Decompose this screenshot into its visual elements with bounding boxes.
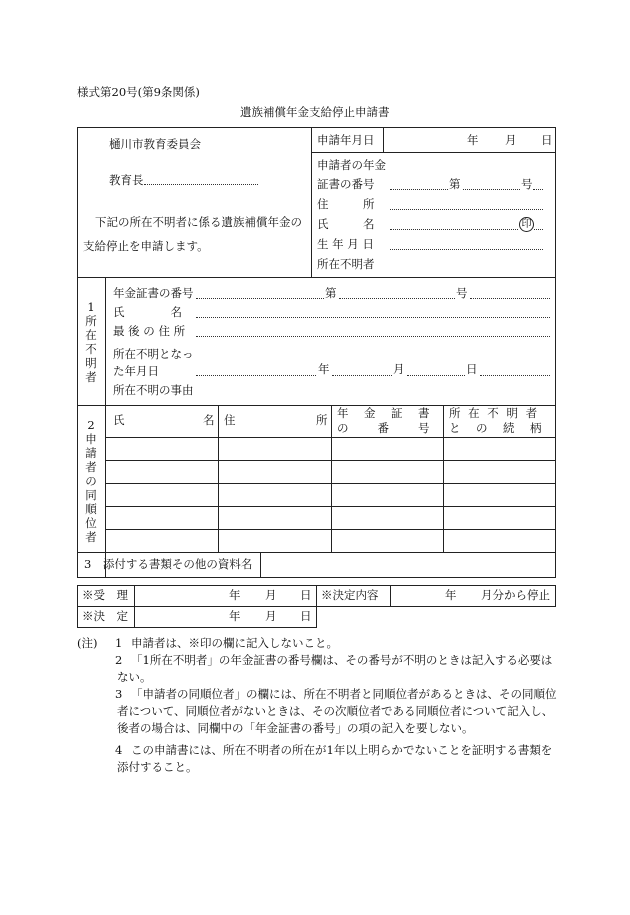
s2-cell[interactable] xyxy=(336,466,439,480)
applicant-name-label: 氏 名 xyxy=(317,217,375,231)
request-text: 下記の所在不明者に係る遺族補償年金の支給停止を申請します。 xyxy=(83,215,302,253)
s1-reason-label: 所在不明の事由 xyxy=(113,383,194,397)
applicant-cert-field-2[interactable] xyxy=(463,189,520,190)
s2-row-line xyxy=(105,460,556,461)
notes-head: (注) xyxy=(77,636,98,650)
applicant-cert-field-3 xyxy=(533,189,543,190)
s1-missing-date-field-2[interactable] xyxy=(332,375,392,376)
applicant-cert-label-2: 証書の番号 xyxy=(317,177,375,191)
note-number: 2 xyxy=(115,653,123,667)
form-number: 様式第20号(第9条関係) xyxy=(77,85,200,99)
office-line-mid xyxy=(77,606,317,607)
office-decided-month: 月 xyxy=(265,609,277,623)
office-decided-year: 年 xyxy=(229,609,241,623)
s2-header-cert-2: の 番 号 xyxy=(337,421,432,435)
s2-col-line-3 xyxy=(443,405,444,553)
applicant-address-field[interactable] xyxy=(390,209,543,210)
s2-header-name-b: 名 xyxy=(203,413,215,427)
section1-divider xyxy=(105,277,106,577)
s1-last-address-label: 最 後 の 住 所 xyxy=(113,324,186,338)
office-received-day: 日 xyxy=(300,588,312,602)
note-text: 「申請者の同順位者」の欄には、所在不明者と同順位者があるときは、その同順位者について、同順位者がないときは、その次順位者である同順位者について記入し、後者の場合は、同欄中の「年金証書の番号」の項の記入を要しない。 xyxy=(117,687,557,735)
s1-cert-no-field-2[interactable] xyxy=(339,298,455,299)
applicant-missing-label: 所在不明者 xyxy=(317,257,375,271)
s1-cert-gou: 号 xyxy=(456,286,468,300)
applicant-cert-field-1[interactable] xyxy=(390,189,448,190)
application-date-day: 日 xyxy=(541,133,553,147)
applicant-birth-label: 生 年 月 日 xyxy=(317,237,374,251)
s1-missing-date-field-1[interactable] xyxy=(196,375,316,376)
s2-cell[interactable] xyxy=(110,443,214,457)
office-received-month: 月 xyxy=(265,588,277,602)
s2-header-name-a: 氏 xyxy=(113,413,125,427)
s2-row-line xyxy=(105,506,556,507)
s2-cell[interactable] xyxy=(223,466,327,480)
s2-header-rel-1: 所 在 不 明 者 xyxy=(449,406,540,420)
table-border-right xyxy=(555,127,556,578)
seal-mark: 印 xyxy=(519,217,534,232)
office-decision-label: ※決定内容 xyxy=(321,588,379,602)
s2-cell[interactable] xyxy=(448,535,551,549)
section1-vertical-label: 1所在不明者 xyxy=(85,300,97,384)
s2-cell[interactable] xyxy=(448,466,551,480)
section1-top-line xyxy=(77,277,556,278)
addressee-person-field[interactable] xyxy=(144,184,258,185)
table-border-bottom xyxy=(77,577,556,578)
addressee-person: 教育長 xyxy=(109,173,144,187)
s1-name-label: 氏 名 xyxy=(113,305,182,319)
s2-header-rel-2: と の 続 柄 xyxy=(449,421,544,435)
s1-cert-dai: 第 xyxy=(325,286,337,300)
s2-col-line-1 xyxy=(218,405,219,553)
s1-missing-date-field-3[interactable] xyxy=(407,375,465,376)
office-line-right-bottom xyxy=(316,606,556,607)
s2-cell[interactable] xyxy=(110,512,214,526)
s1-name-field[interactable] xyxy=(196,317,550,318)
s2-header-address-a: 住 xyxy=(224,413,236,427)
office-received-year: 年 xyxy=(229,588,241,602)
office-decided-label: ※決 定 xyxy=(82,609,128,623)
applicant-cert-dai: 第 xyxy=(449,177,461,191)
office-col-4 xyxy=(390,585,391,607)
table-border-top xyxy=(77,127,556,128)
date-row-line xyxy=(311,152,556,153)
applicant-address-label: 住 所 xyxy=(317,197,375,211)
office-col-5 xyxy=(555,585,556,607)
office-received-label: ※受 理 xyxy=(82,588,128,602)
s1-cert-no-label: 年金証書の番号 xyxy=(113,286,194,300)
s1-missing-date-label: 所在不明となった年月日 xyxy=(113,347,194,378)
s2-cell[interactable] xyxy=(110,535,214,549)
office-col-1 xyxy=(77,585,78,628)
s1-missing-month: 月 xyxy=(393,362,405,376)
s2-cell[interactable] xyxy=(110,489,214,503)
s2-cell[interactable] xyxy=(336,512,439,526)
s2-cell[interactable] xyxy=(223,489,327,503)
s1-missing-year: 年 xyxy=(318,362,330,376)
note-number: 1 xyxy=(115,636,123,650)
s2-cell[interactable] xyxy=(448,489,551,503)
s2-cell[interactable] xyxy=(223,512,327,526)
s2-cell[interactable] xyxy=(336,535,439,549)
applicant-cert-gou: 号 xyxy=(521,177,533,191)
s2-cell[interactable] xyxy=(336,489,439,503)
office-col-3 xyxy=(316,585,317,628)
table-border-left xyxy=(77,127,78,578)
note-text: 「1所在不明者」の年金証書の番号欄は、その番号が不明のときは記入する必要はない。 xyxy=(117,653,553,684)
section3-divider xyxy=(260,552,261,578)
applicant-name-field[interactable] xyxy=(390,229,518,230)
addressee-org: 樋川市教育委員会 xyxy=(109,137,201,151)
note-number: 3 xyxy=(115,687,123,701)
office-line-bottom xyxy=(77,627,317,628)
application-date-year: 年 xyxy=(467,133,479,147)
s2-row-line xyxy=(105,437,556,438)
date-label-divider xyxy=(383,127,384,153)
s2-row-line xyxy=(105,483,556,484)
s2-row-line xyxy=(105,529,556,530)
section2-vertical-label: 2申請者の同順位者 xyxy=(85,418,97,544)
s2-cell[interactable] xyxy=(223,535,327,549)
note-text: この申請書には、所在不明者の所在が1年以上明らかでないことを証明する書類を添付すること。 xyxy=(117,743,553,774)
s1-cert-no-field-3 xyxy=(470,298,550,299)
s1-cert-no-field-1[interactable] xyxy=(196,298,324,299)
note-text: 申請者は、※印の欄に記入しないこと。 xyxy=(131,636,338,650)
s2-cell[interactable] xyxy=(448,443,551,457)
applicant-birth-field[interactable] xyxy=(390,249,543,250)
section3-top-line xyxy=(77,552,556,553)
form-title: 遺族補償年金支給停止申請書 xyxy=(240,105,390,119)
applicant-cert-label-1: 申請者の年金 xyxy=(317,158,386,172)
office-decision-stop: 月分から停止 xyxy=(481,588,550,602)
application-date-month: 月 xyxy=(505,133,517,147)
s3-value[interactable] xyxy=(266,559,550,573)
applicant-name-field-end xyxy=(534,229,543,230)
s2-header-cert-1: 年 金 証 書 xyxy=(337,406,432,420)
s2-cell[interactable] xyxy=(448,512,551,526)
s1-last-address-field[interactable] xyxy=(196,336,550,337)
s1-missing-date-field-4 xyxy=(480,375,550,376)
office-col-2 xyxy=(134,585,135,628)
s1-missing-day: 日 xyxy=(466,362,478,376)
s3-label: 3 添付する書類その他の資料名 xyxy=(84,557,253,571)
office-decided-day: 日 xyxy=(300,609,312,623)
application-date-label: 申請年月日 xyxy=(317,133,375,147)
s2-cell[interactable] xyxy=(336,443,439,457)
note-number: 4 xyxy=(115,743,123,757)
office-decision-year: 年 xyxy=(445,588,457,602)
top-divider xyxy=(311,127,312,278)
s2-cell[interactable] xyxy=(223,443,327,457)
s2-cell[interactable] xyxy=(110,466,214,480)
s2-col-line-2 xyxy=(331,405,332,553)
s2-header-address-b: 所 xyxy=(316,413,328,427)
